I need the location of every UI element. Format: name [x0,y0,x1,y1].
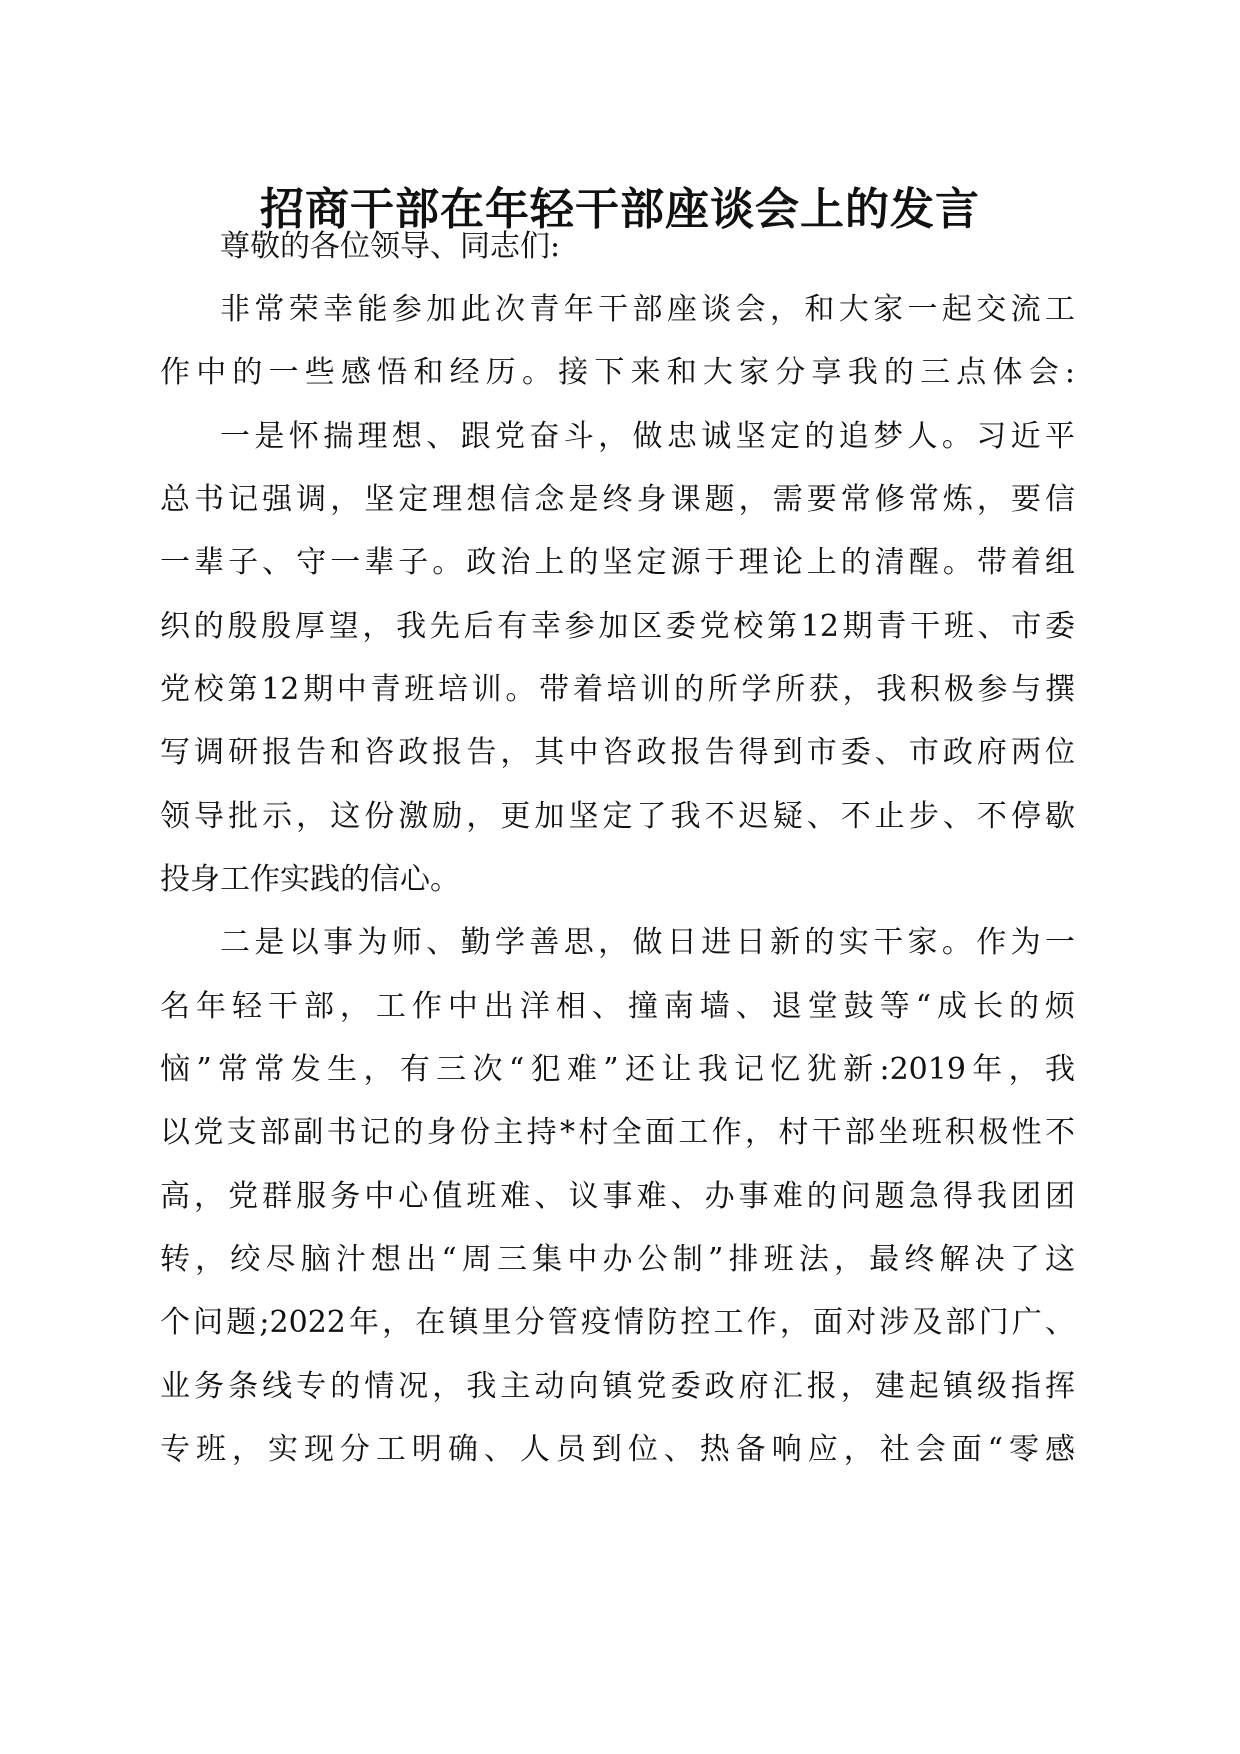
text-line: 总书记强调，坚定理想信念是终身课题，需要常修常炼，要信 [160,482,1075,517]
text-line: 投身工作实践的信心。 [160,862,460,897]
text-line: 尊敬的各位领导、同志们: [220,229,561,264]
text-line: 领导批示，这份激励，更加坚定了我不迟疑、不止步、不停歇 [160,799,1075,834]
text-line: 专班，实现分工明确、人员到位、热备响应，社会面“零感 [160,1432,1075,1467]
text-line: 写调研报告和咨政报告，其中咨政报告得到市委、市政府两位 [160,735,1075,770]
text-line: 非常荣幸能参加此次青年干部座谈会，和大家一起交流工 [220,292,1075,327]
text-line: 业务条线专的情况，我主动向镇党委政府汇报，建起镇级指挥 [160,1369,1075,1404]
text-line: 作中的一些感悟和经历。接下来和大家分享我的三点体会: [160,355,1075,390]
text-line: 织的殷殷厚望，我先后有幸参加区委党校第12期青干班、市委 [160,609,1075,644]
text-line: 名年轻干部，工作中出洋相、撞南墙、退堂鼓等“成长的烦 [160,989,1075,1024]
text-line: 恼”常常发生，有三次“犯难”还让我记忆犹新:2019年，我 [160,1052,1075,1087]
text-line: 党校第12期中青班培训。带着培训的所学所获，我积极参与撰 [160,672,1075,707]
text-line: 二是以事为师、勤学善思，做日进日新的实干家。作为一 [220,925,1075,960]
text-line: 一是怀揣理想、跟党奋斗，做忠诚坚定的追梦人。习近平 [220,419,1075,454]
text-line: 一辈子、守一辈子。政治上的坚定源于理论上的清醒。带着组 [160,545,1075,580]
text-line: 转，绞尽脑汁想出“周三集中办公制”排班法，最终解决了这 [160,1242,1075,1277]
document-title: 招商干部在年轻干部座谈会上的发言 [260,184,980,235]
text-line: 个问题;2022年，在镇里分管疫情防控工作，面对涉及部门广、 [160,1305,1075,1340]
text-line: 以党支部副书记的身份主持*村全面工作，村干部坐班积极性不 [160,1115,1075,1150]
text-line: 高，党群服务中心值班难、议事难、办事难的问题急得我团团 [160,1179,1075,1214]
